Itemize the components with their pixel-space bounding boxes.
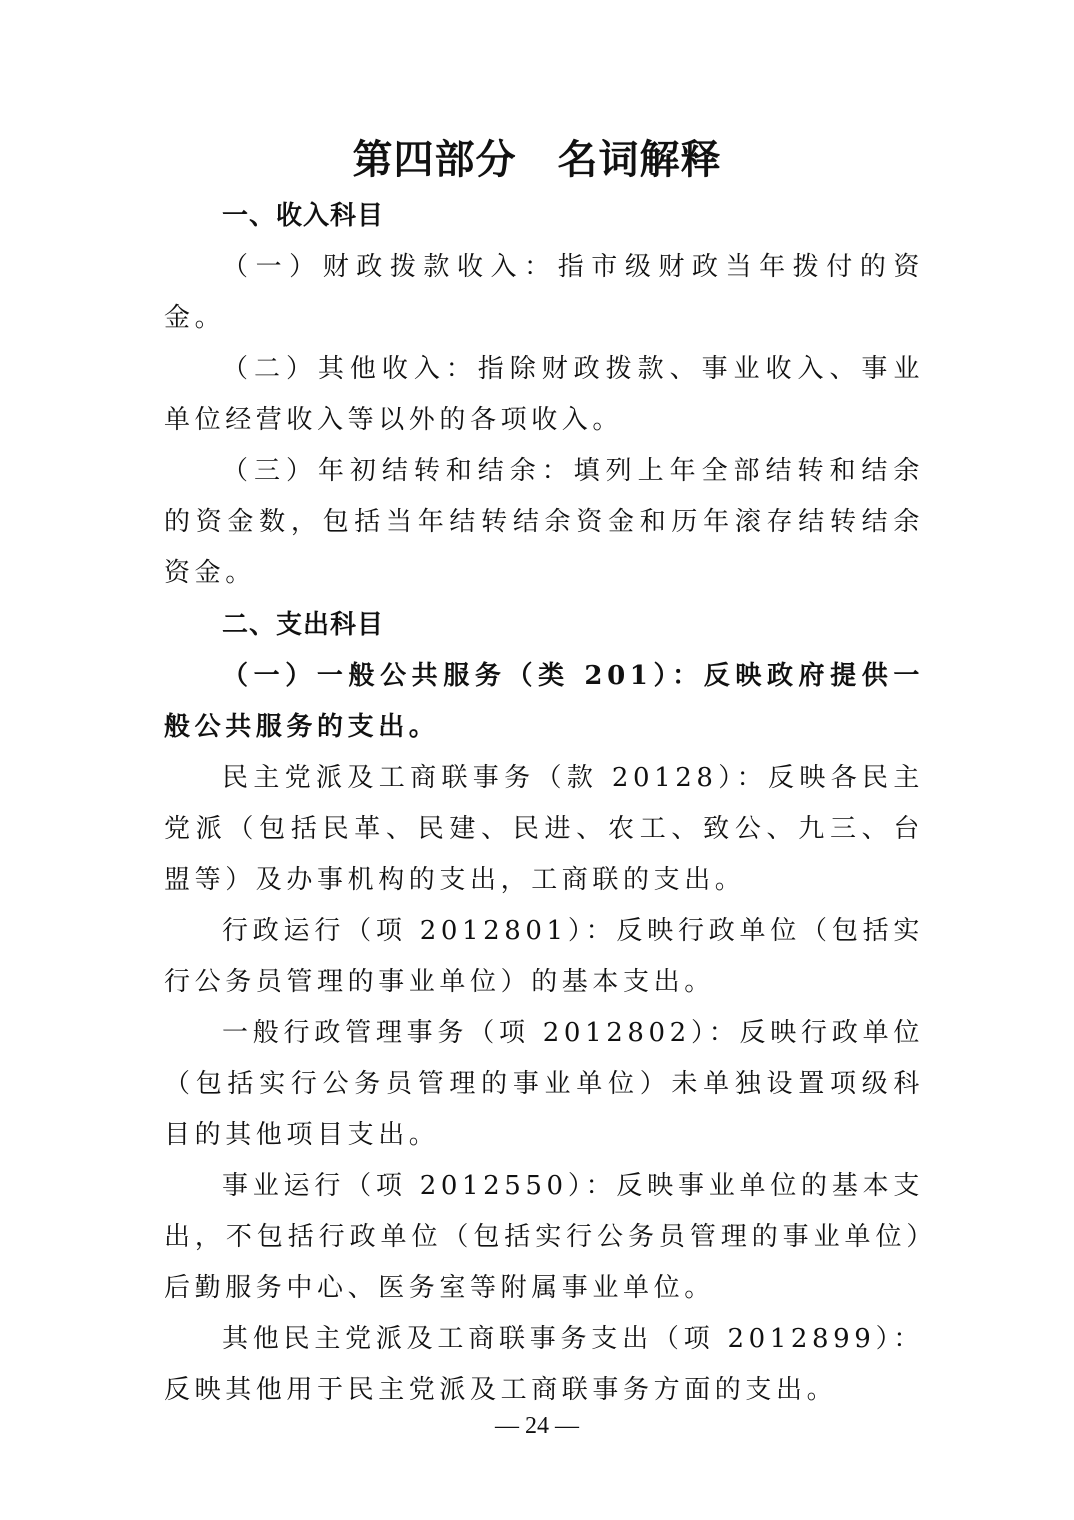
page-title: 第四部分 名词解释 xyxy=(352,136,722,183)
page-number: — 24 — xyxy=(495,1413,579,1439)
expenditure-item-institution-operation: 事业运行（项 2012550）：反映事业单位的基本支出，不包括行政单位（包括实行公务员管理的事业单位）后勤服务中心、医务室等附属事业单位。 xyxy=(164,1171,924,1303)
expenditure-item-general-administration: 一般行政管理事务（项 2012802）：反映行政单位（包括实行公务员管理的事业单位）未单独设置项级科目的其他项目支出。 xyxy=(164,1018,924,1150)
expenditure-item-other-democratic-parties: 其他民主党派及工商联事务支出（项 2012899）：反映其他用于民主党派及工商联事务方面的支出。 xyxy=(164,1324,924,1405)
expenditure-item-democratic-parties: 民主党派及工商联事务（款 20128）：反映各民主党派（包括民革、民建、民进、农工、致公、九三、台盟等）及办事机构的支出，工商联的支出。 xyxy=(164,763,924,895)
expenditure-item-general-public-services: （一）一般公共服务（类 201）：反映政府提供一般公共服务的支出。 xyxy=(164,661,924,742)
income-item-carryover: （三）年初结转和结余：填列上年全部结转和结余的资金数，包括当年结转结余资金和历年滚存结转结余资金。 xyxy=(164,456,924,588)
document-body xyxy=(164,190,924,1416)
expenditure-item-administrative-operation: 行政运行（项 2012801）：反映行政单位（包括实行公务员管理的事业单位）的基本支出。 xyxy=(164,916,924,997)
income-item-fiscal-allocation: （一）财政拨款收入：指市级财政当年拨付的资金。 xyxy=(164,252,924,333)
income-item-other-income: （二）其他收入：指除财政拨款、事业收入、事业单位经营收入等以外的各项收入。 xyxy=(164,354,924,435)
section-heading-income: 一、收入科目 xyxy=(222,201,385,231)
section-heading-expenditure: 二、支出科目 xyxy=(222,610,385,640)
